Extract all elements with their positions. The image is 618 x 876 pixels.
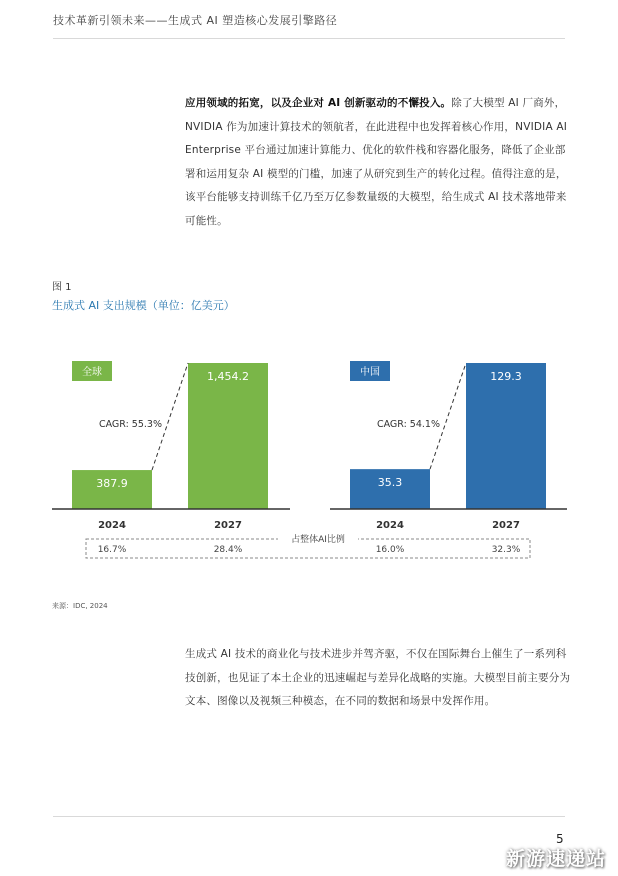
bar-1-1: [466, 363, 546, 509]
watermark-logo: 新游速递站: [506, 848, 607, 870]
bar-value-label: 1,454.2: [207, 370, 249, 383]
figure-title: 生成式 AI 支出规模（单位：亿美元）: [52, 299, 235, 312]
cagr-connector: [152, 363, 188, 470]
cagr-connector: [430, 363, 466, 469]
figure-source: 来源：IDC, 2024: [52, 602, 108, 610]
x-tick-label: 2027: [214, 520, 242, 531]
share-value: 16.7%: [97, 545, 127, 555]
page-number: 5: [556, 832, 564, 846]
share-value: 16.0%: [375, 545, 405, 555]
bar-value-label: 387.9: [96, 477, 128, 491]
share-title: 占整体AI比例: [291, 535, 345, 545]
cagr-label: CAGR: 54.1%: [376, 419, 440, 430]
figure-label: 图 1: [52, 282, 72, 293]
x-tick-label: 2024: [376, 520, 404, 531]
bar-0-1: [188, 363, 268, 509]
x-tick-label: 2027: [492, 520, 520, 531]
intro-paragraph: [185, 92, 575, 233]
share-value: 28.4%: [213, 545, 243, 555]
bar-value-label: 129.3: [490, 370, 522, 383]
share-value: 32.3%: [491, 545, 521, 555]
cagr-label: CAGR: 55.3%: [98, 419, 162, 430]
closing-paragraph: 生成式 AI 技术的商业化与技术进步并驾齐驱，不仅在国际舞台上催生了一系列科技创新，也见证了本土企业的迅速崛起与差异化战略的实施。大模型目前主要分为文本、图像以及视频三种模态，在不同的数据和场景中发挥作用。: [185, 648, 571, 707]
group-label: 全球: [82, 367, 102, 378]
spend-bar-chart: [0, 340, 618, 570]
x-tick-label: 2024: [98, 520, 126, 531]
page-header-title: 技术革新引领未来——生成式 AI 塑造核心发展引擎路径: [53, 14, 338, 27]
header-divider: [53, 38, 565, 39]
footer-divider: [53, 816, 565, 817]
intro-body-text: 除了大模型 AI 厂商外，NVIDIA 作为加速计算技术的领航者，在此进程中也发挥着核心作用，NVIDIA AI Enterprise 平台通过加速计算能力、优化的软件栈和容器化服务，降低了企业部署和运用复杂 AI 模型的门槛，加速了从研究到生产的转化过程。值得注意的是，该平台能够支持训练千亿乃至万亿参数量级的大模型，给生成式 AI 技术落地带来可能性。: [185, 97, 568, 227]
group-label: 中国: [360, 367, 380, 378]
intro-bold-lead: 应用领域的拓宽，以及企业对 AI 创新驱动的不懈投入。: [185, 97, 452, 109]
bar-value-label: 35.3: [377, 476, 403, 490]
